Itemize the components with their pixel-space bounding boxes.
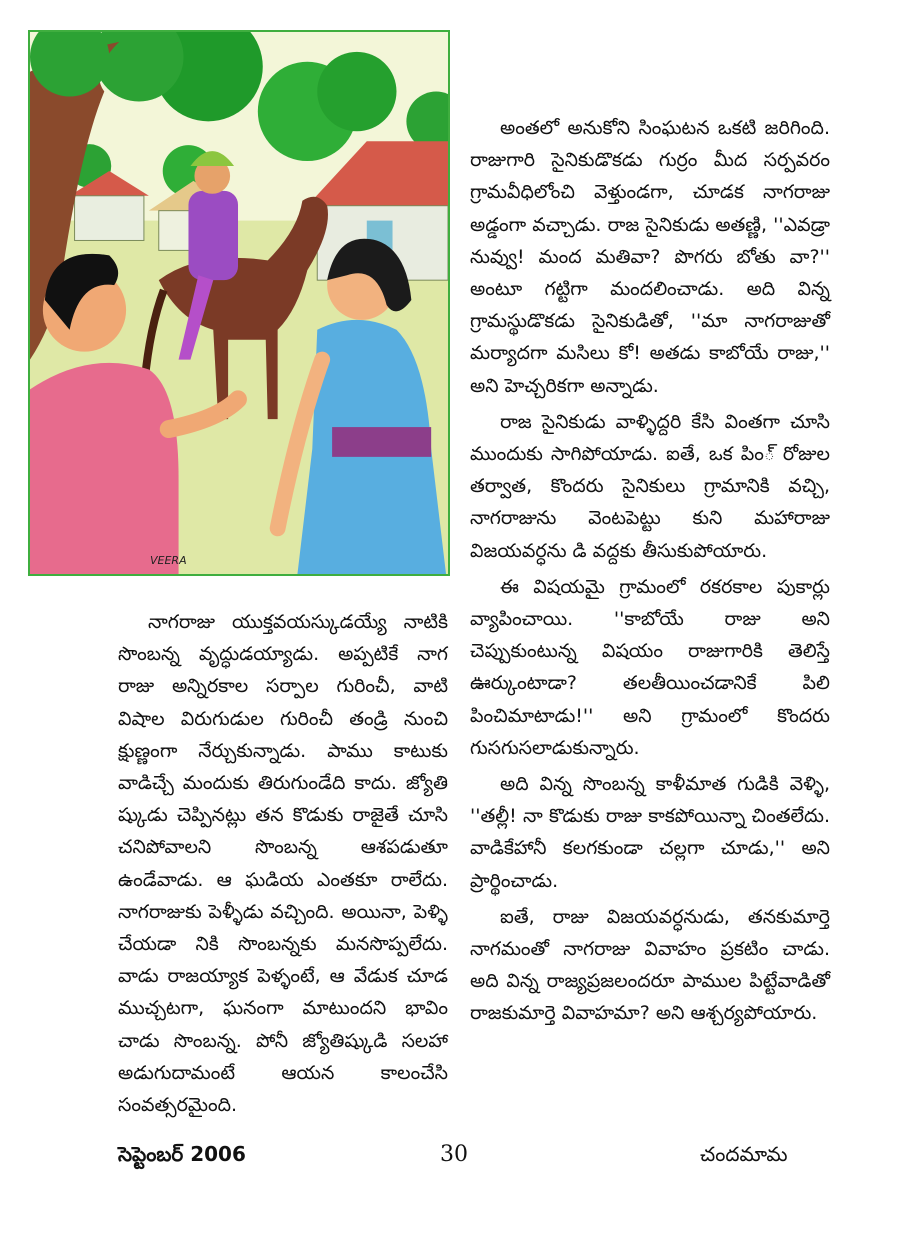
left-column-text — [118, 606, 448, 1125]
right-column-text — [470, 112, 830, 1034]
paragraph: అది విన్న సొంబన్న కాళీమాత గుడికి వెళ్ళి, ''తల్లీ! నా కొడుకు రాజు కాకపోయిన్నా చింతలేదు. వాడికేహానీ కలగకుండా చల్లగా చూడు,'' అని ప్రార్థించాడు. — [470, 773, 830, 892]
paragraph: రాజ సైనికుడు వాళ్ళిద్దరి కేసి వింతగా చూసి ముందుకు సాగిపోయాడు. ఐతే, ఒక పిం్ రోజుల తర్వాత, కొందరు సైనికులు గ్రామానికి వచ్చి, నాగరాజును వెంటపెట్టు కుని మహారాజు విజయవర్ధను డి వద్దకు తీసుకుపోయారు. — [470, 410, 830, 562]
paragraph: ఐతే, రాజు విజయవర్ధనుడు, తనకుమార్తె నాగమంతో నాగరాజు వివాహం ప్రకటిం చాడు. అది విన్న రాజ్యప్రజలందరూ పాముల పిట్టేవాడితో రాజకుమార్తె వివాహమా? అని ఆశ్చర్యపోయారు. — [470, 905, 830, 1025]
paragraph: అంతలో అనుకోని సింఘటన ఒకటి జరిగింది. రాజుగారి సైనికుడొకడు గుర్రం మీద సర్పవరం గ్రామవీధిలోంచి వెళ్తుండగా, చూడక నాగరాజు అడ్డంగా వచ్చాడు. రాజ సైనికుడు అతణ్ణి, ''ఎవడ్రా నువ్వు! మంద మతివా? పొగరు బోతు వా?'' అంటూ గట్టిగా మందలించాడు. అది విన్న గ్రామస్థుడొకడు సైనికుడితో, ''మా నాగరాజుతో మర్యాదగా మసిలు కో! అతడు కాబోయే రాజు,'' అని హెచ్చరికగా అన్నాడు. — [470, 117, 830, 397]
issue-month: సెప్టెంబర్ 2006 — [118, 1142, 246, 1166]
page-footer — [0, 1138, 919, 1178]
paragraph: నాగరాజు యుక్తవయస్కుడయ్యే నాటికి సొంబన్న వృద్ధుడయ్యాడు. అప్పటికే నాగ రాజు అన్నిరకాల సర్పాల గురించీ, వాటి విషాల విరుగుడుల గురించీ తండ్రి నుంచి క్షుణ్ణంగా నేర్చుకున్నాడు. పాము కాటుకు వాడిచ్చే మందుకు తిరుగుండేది కాదు. జ్యోతి ష్కుడు చెప్పినట్లు తన కొడుకు రాజైతే చూసి చనిపోవాలని సొంబన్న ఆశపడుతూ ఉండేవాడు. ఆ ఘడియ ఎంతకూ రాలేదు. నాగరాజుకు పెళ్ళీడు వచ్చింది. అయినా, పెళ్ళి చేయడా నికి సొంబన్నకు మనసొప్పలేదు. వాడు రాజయ్యాక పెళ్ళంటే, ఆ వేడుక చూడ ముచ్చటగా, ఘనంగా మాటుందని భావిం చాడు సొంబన్న. పోనీ జ్యోతిష్కుడి సలహా అడుగుదామంటే ఆయన కాలంచేసి సంవత్సరమైంది. — [118, 611, 448, 1117]
story-illustration — [28, 30, 450, 576]
illustration-drawing — [30, 32, 448, 574]
paragraph: ఈ విషయమై గ్రామంలో రకరకాల పుకార్లు వ్యాపించాయి. ''కాబోయే రాజు అని చెప్పుకుంటున్న విషయం రాజుగారికి తెలిస్తే ఊర్కుంటాడా? తలతీయించడానికే పిలి పించిమాటాడు!'' అని గ్రామంలో కొందరు గుసగుసలాడుకున్నారు. — [470, 575, 830, 759]
magazine-name: చందమామ — [700, 1142, 788, 1166]
artist-signature: VEERA — [150, 554, 187, 567]
page-number: 30 — [440, 1142, 468, 1167]
